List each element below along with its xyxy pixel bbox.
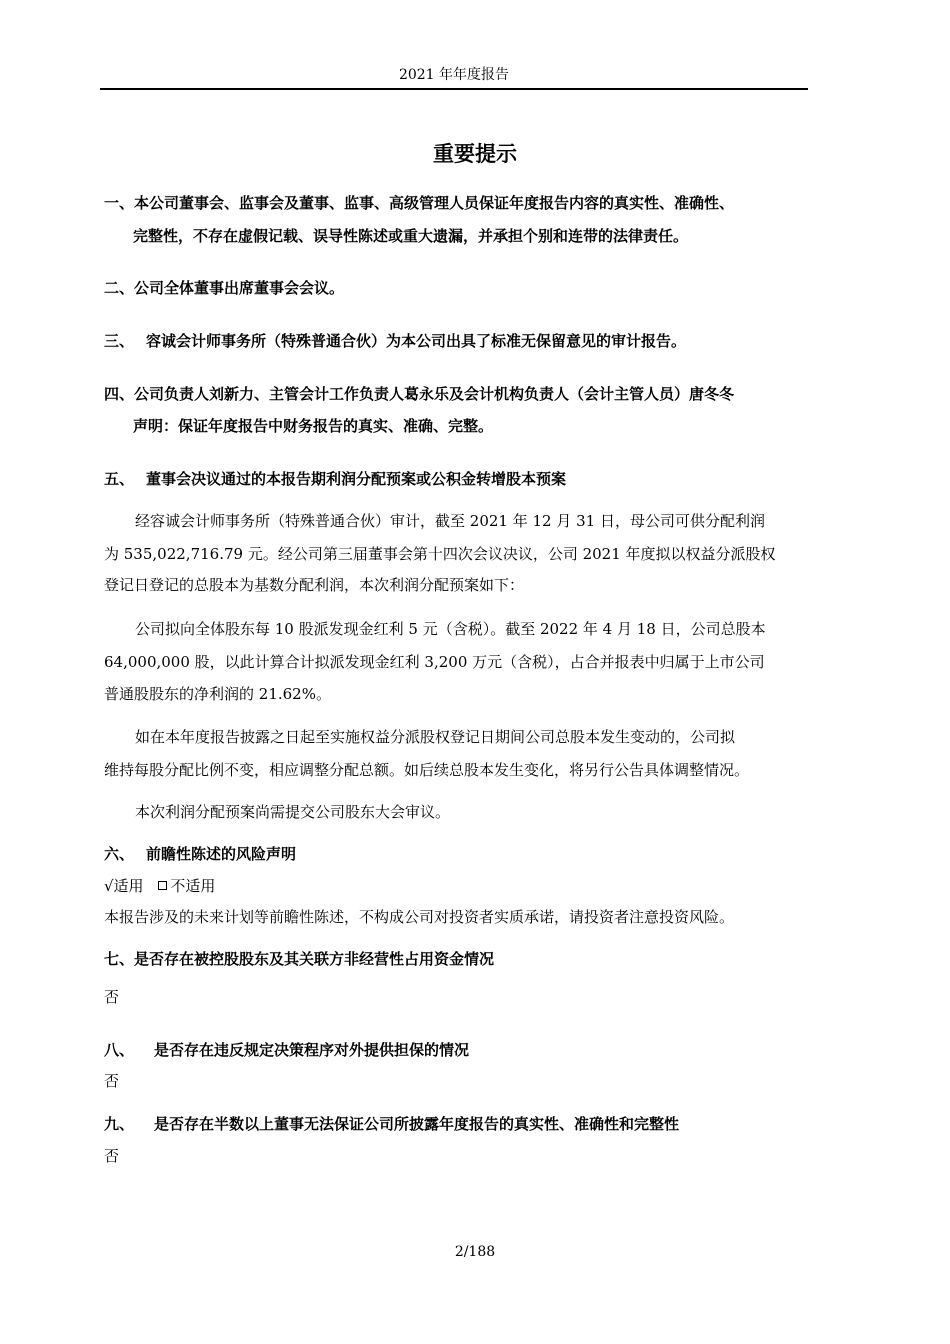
page-title: 重要提示: [433, 142, 517, 166]
five-para1-line2: 为 535,022,716.79 元。经公司第三届董事会第十四次会议决议，公司 2021 年度拟以权益分派股权: [104, 545, 776, 563]
item-four-line2: 声明：保证年度报告中财务报告的真实、准确、完整。: [133, 417, 494, 435]
item-eight-number: 八、: [104, 1041, 135, 1059]
header-rule: [100, 88, 808, 90]
item-nine-heading: 是否存在半数以上董事无法保证公司所披露年度报告的真实性、准确性和完整性: [154, 1115, 680, 1133]
item-five-heading: 董事会决议通过的本报告期利润分配预案或公积金转增股本预案: [146, 470, 567, 488]
five-para3-line1: 如在本年度报告披露之日起至实施权益分派股权登记日期间公司总股本发生变动的，公司拟: [135, 728, 736, 746]
item-six-heading: 前瞻性陈述的风险声明: [146, 845, 297, 863]
six-body: 本报告涉及的未来计划等前瞻性陈述，不构成公司对投资者实质承诺，请投资者注意投资风险。: [104, 908, 735, 926]
item-three-text: 容诚会计师事务所（特殊普通合伙）为本公司出具了标准无保留意见的审计报告。: [146, 332, 687, 350]
five-para1-line3: 登记日登记的总股本为基数分配利润，本次利润分配预案如下：: [104, 576, 525, 594]
five-para2-line3: 普通股股东的净利润的 21.62%。: [104, 685, 331, 703]
running-header: 2021 年年度报告: [398, 67, 510, 83]
item-one-line2: 完整性，不存在虚假记载、误导性陈述或重大遗漏，并承担个别和连带的法律责任。: [133, 227, 689, 245]
five-para2-line2: 64,000,000 股，以此计算合计拟派发现金红利 3,200 万元（含税），占合并报表中归属于上市公司: [104, 653, 765, 671]
not-applicable-option: 不适用: [170, 877, 216, 895]
item-six-number: 六、: [104, 845, 135, 863]
item-four-line1: 四、公司负责人刘新力、主管会计工作负责人葛永乐及会计机构负责人（会计主管人员）唐冬冬: [104, 385, 735, 403]
six-applicability: [104, 875, 215, 896]
item-nine-answer: 否: [104, 1147, 120, 1165]
item-seven: 七、是否存在被控股股东及其关联方非经营性占用资金情况: [104, 950, 495, 968]
five-para1-line1: 经容诚会计师事务所（特殊普通合伙）审计，截至 2021 年 12 月 31 日，母公司可供分配利润: [135, 512, 765, 530]
item-eight-answer: 否: [104, 1072, 120, 1090]
item-eight-heading: 是否存在违反规定决策程序对外提供担保的情况: [154, 1041, 470, 1059]
empty-checkbox-icon: [158, 881, 167, 890]
item-three-number: 三、: [104, 332, 135, 350]
five-para4: 本次利润分配预案尚需提交公司股东大会审议。: [135, 803, 451, 821]
item-five-number: 五、: [104, 470, 135, 488]
item-seven-answer: 否: [104, 988, 120, 1006]
item-two: 二、公司全体董事出席董事会会议。: [104, 279, 345, 297]
item-nine-number: 九、: [104, 1115, 135, 1133]
page-number: 2/188: [454, 1244, 496, 1260]
five-para3-line2: 维持每股分配比例不变，相应调整分配总额。如后续总股本发生变化，将另行公告具体调整情况。: [104, 761, 750, 779]
applicable-option: √适用: [104, 877, 144, 895]
item-one-line1: 一、本公司董事会、监事会及董事、监事、高级管理人员保证年度报告内容的真实性、准确性、: [104, 194, 735, 212]
five-para2-line1: 公司拟向全体股东每 10 股派发现金红利 5 元（含税）。截至 2022 年 4 月 18 日，公司总股本: [135, 620, 766, 638]
